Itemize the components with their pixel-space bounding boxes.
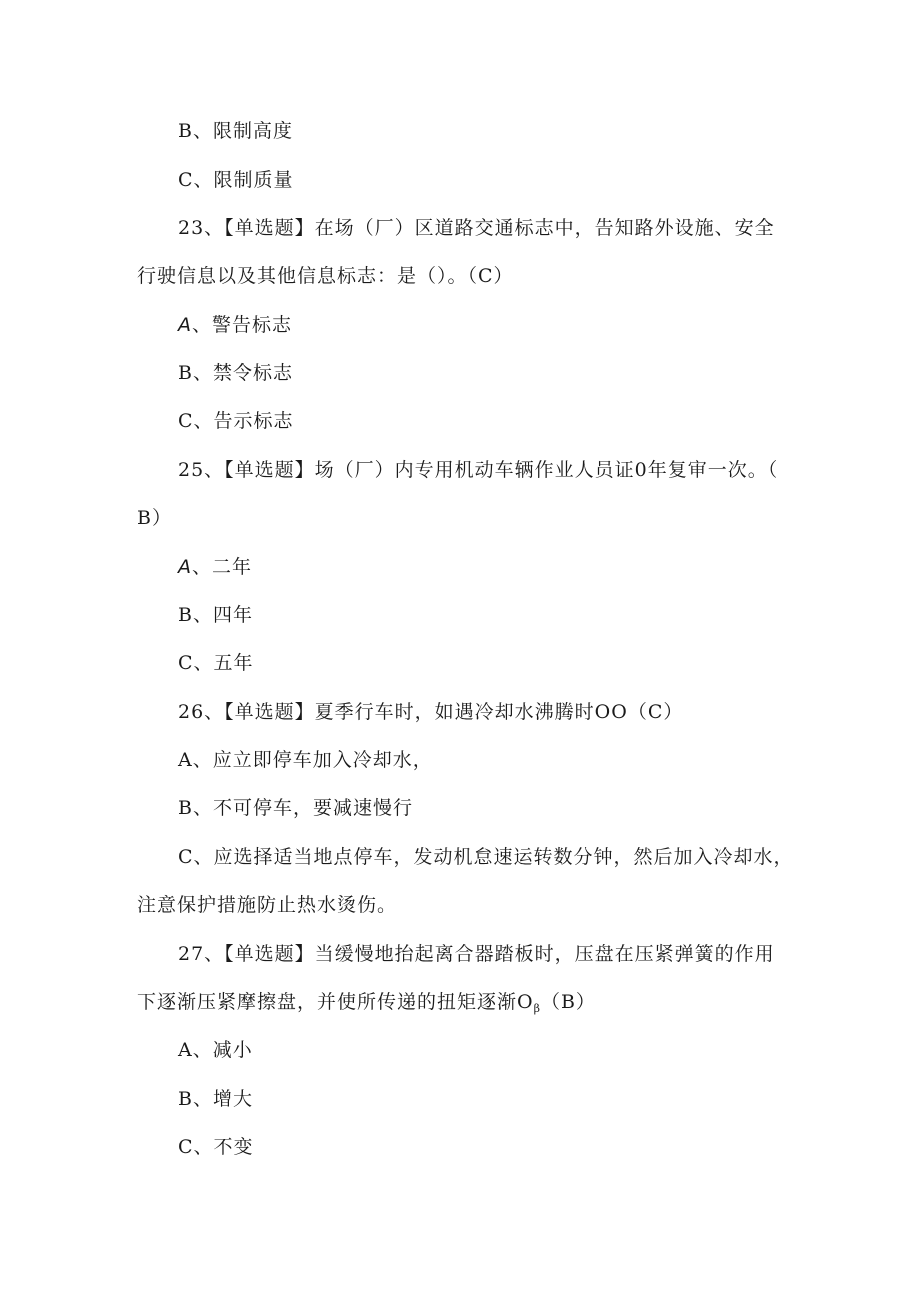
option-c-notice-sign: C、告示标志 xyxy=(178,410,294,432)
question-27-line-1: 27、【单选题】当缓慢地抬起离合器踏板时，压盘在压紧弹簧的作用 xyxy=(178,943,775,965)
option-a-decrease: A、减小 xyxy=(178,1039,253,1061)
option-b-prohibition-sign: B、禁令标志 xyxy=(178,362,293,384)
option-letter: A xyxy=(178,556,192,578)
question-27-text: 下逐渐压紧摩擦盘，并使所传递的扭矩逐渐O xyxy=(137,991,534,1013)
option-b-four-years: B、四年 xyxy=(178,604,253,626)
option-b-increase: B、增大 xyxy=(178,1088,253,1110)
question-27-line-2 xyxy=(137,989,596,1022)
question-26: 26、【单选题】夏季行车时，如遇冷却水沸腾时OO（C） xyxy=(178,701,684,723)
answer-marker: （B） xyxy=(540,991,596,1013)
option-c-five-years: C、五年 xyxy=(178,652,254,674)
option-a-warning-sign xyxy=(178,312,292,338)
option-letter: A xyxy=(178,314,192,336)
option-b-do-not-stop: B、不可停车，要减速慢行 xyxy=(178,797,413,819)
subscript-beta: β xyxy=(533,1002,541,1015)
option-c-limit-mass: C、限制质量 xyxy=(178,169,294,191)
option-a-stop-add-coolant: A、应立即停车加入冷却水， xyxy=(178,749,433,771)
option-a-two-years xyxy=(178,554,252,580)
option-text: 、警告标志 xyxy=(192,314,293,336)
option-c-line-2: 注意保护措施防止热水烫伤。 xyxy=(137,894,398,916)
question-23-line-1: 23、【单选题】在场（厂）区道路交通标志中，告知路外设施、安全 xyxy=(178,217,775,239)
option-c-unchanged: C、不变 xyxy=(178,1136,254,1158)
option-b-limit-height: B、限制高度 xyxy=(178,120,293,142)
question-23-line-2: 行驶信息以及其他信息标志：是（）。（C） xyxy=(137,265,514,287)
question-25-line-2: B） xyxy=(137,507,172,529)
option-c-line-1: C、应选择适当地点停车，发动机怠速运转数分钟，然后加入冷却水， xyxy=(178,846,794,868)
question-25-line-1: 25、【单选题】场（厂）内专用机动车辆作业人员证0年复审一次。（ xyxy=(178,459,779,481)
option-text: 、二年 xyxy=(192,556,253,578)
